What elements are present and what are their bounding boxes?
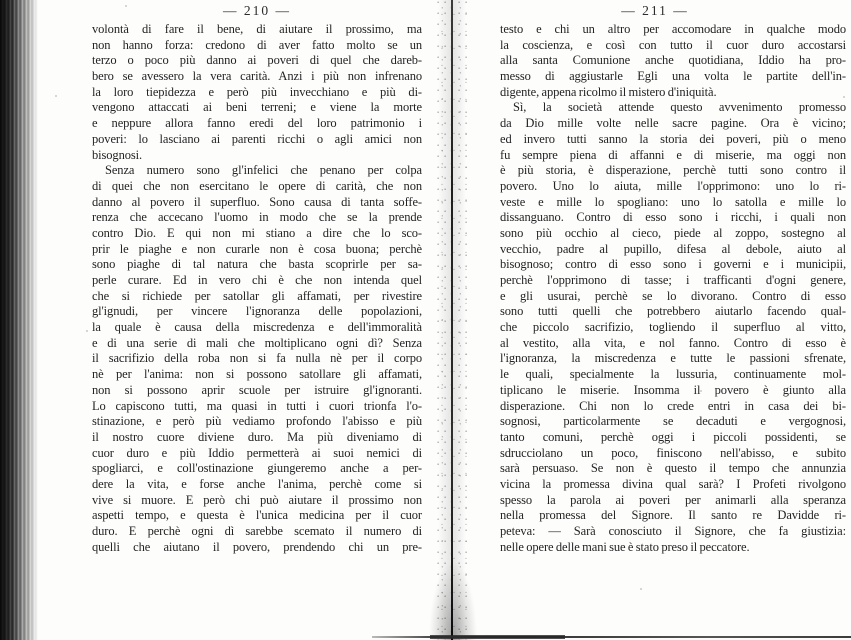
dust-speck (55, 95, 57, 97)
dust-speck (700, 390, 702, 392)
dust-speck (125, 5, 127, 7)
text-line: poveri: lo lasciano ai parenti ricchi o agli amici non (92, 131, 422, 146)
text-line: nella promessa del Signore. Il santo re Davidde ri- (500, 508, 846, 523)
text-line: e neppure allora fanno eredi del loro patrimonio i (92, 116, 422, 131)
text-line: spogliarci, e coll'ostinazione giungeremo anche a per- (92, 461, 422, 476)
text-line: bisognoso; contro di esso sono i governi e i municipii, (500, 257, 846, 272)
text-line: cuor duro e più Iddio permetterà ai suoi nemici di (92, 445, 422, 460)
text-line: digente, appena ricolmo il mistero d'iniquità. (500, 84, 717, 99)
text-line: vive si muore. E però chi può aiutare il prossimo non (92, 492, 422, 507)
text-line: alla santa Comunione anche quotidiana, Iddio ha pro- (500, 53, 846, 68)
text-line: e gli usurai, perchè se lo divorano. Contro di esso (500, 288, 846, 303)
page-gutter-smudge (428, 558, 478, 640)
text-line: bero se avessero la vera carità. Anzi i più non infrenano (92, 69, 422, 84)
dust-speck (86, 330, 88, 332)
text-line: quelli che aiutano il povero, prendendo chi un pre- (92, 539, 422, 554)
text-line: non hanno forza: credono di aver fatto molto se un (92, 37, 422, 52)
text-line: ed invero tutti sanno la storia dei poveri, più o meno (500, 131, 846, 146)
text-line: danno al povero il superfluo. Sono causa di tanta soffe- (92, 194, 422, 209)
scan-bottom-edge-dark (430, 635, 565, 639)
text-line: la coscienza, e così con tutto il cuor duro accostarsi (500, 37, 846, 52)
text-line: perle curare. Ed in vero chi è che non intenda quel (92, 273, 422, 287)
text-line: le quali, specialmente la lussuria, continuamente mol- (500, 367, 846, 382)
text-line: renza che accecano l'uomo in modo che se la prende (92, 210, 422, 225)
text-line: povero. Uno lo aiuta, mille l'opprimono: uno lo ri- (500, 178, 846, 193)
text-line: disperazione. Chi non lo crede entri in casa dei bi- (500, 398, 846, 413)
text-line: il sacrifizio della roba non si fa nulla nè per il corpo (92, 351, 422, 366)
page-text-right (500, 22, 846, 555)
text-line: che si richiede per satollar gli affamati, per rivestire (92, 288, 422, 303)
text-line: bisognosi. (92, 147, 143, 162)
text-line: sarà persuaso. Se non è questo il tempo che annunzia (500, 461, 846, 476)
text-line: contro Dio. E qui non mi stiano a dire che lo sco- (92, 225, 422, 240)
dust-speck (843, 96, 845, 98)
text-line: l'ignoranza, la miscredenza e tutte le passioni sfrenate, (500, 351, 846, 366)
text-line: non si possono aprir scuole per istruire gl'ignoranti. (92, 382, 422, 397)
page-number-header-left: — 210 — (223, 3, 291, 18)
page-text-left (92, 22, 422, 555)
text-line: veste e mille lo spogliano: uno lo satolla e mille lo (500, 194, 846, 209)
page-gutter-line (451, 0, 453, 640)
text-line: e di una serie di mali che moltiplicano ogni dì? Senza (92, 335, 422, 350)
text-line: testo e chi un altro per accomodare in qualche modo (500, 22, 846, 36)
page-number-header-right: — 211 — (621, 3, 689, 18)
text-line: al vestito, alla vita, e nol fanno. Contro di esso è (500, 335, 846, 350)
text-line: vecchio, padre al pupillo, difesa al debole, aiuto al (500, 241, 846, 256)
text-line: è più storia, è disperazione, perchè tutti sono contro il (500, 163, 846, 178)
text-line: peteva: — Sarà conosciuto il Signore, che fa giustizia: (500, 524, 846, 538)
text-line: la loro tiepidezza e però più invecchiano e più di- (92, 84, 422, 99)
text-line: fu sempre piena di affanni e di miserie, ma oggi non (500, 147, 846, 162)
text-line: tiplicano le miserie. Insomma il povero è giunto alla (500, 382, 846, 397)
text-line: messo di aggiustarle Egli una volta le partite dell'in- (500, 69, 846, 84)
text-line: prir le piaghe e non curarle non è cosa buona; perchè (92, 241, 422, 256)
dust-speck (299, 31, 301, 33)
text-line: sono tutti quelli che potrebbero aiutarlo facendo qual- (500, 304, 846, 319)
text-line: vicina la promessa divina qual sarà? I Profeti rivolgono (500, 476, 846, 491)
text-line: dissanguano. Contro di esso sono i ricchi, i quali non (500, 210, 846, 225)
text-line: Sì, la società attende questo avvenimento promesso (513, 100, 846, 115)
text-line: da Dio mille volte nelle sacre pagine. Ora è vicino; (500, 116, 846, 131)
text-line: stinazione, e però più vediamo profondo l'abisso e più (92, 414, 422, 429)
text-line: il nostro cuore diviene duro. Ma più diveniamo di (92, 429, 422, 444)
text-line: nelle opere delle mani sue è stato preso il peccatore. (500, 539, 750, 554)
text-line: dere la vita, e forse anche l'anima, perchè come si (92, 476, 422, 491)
text-line: perchè l'opprimono di tasse; i trafficanti d'ogni genere, (500, 273, 846, 287)
text-line: terzo o poco più danno ai poveri di quel che dareb- (92, 53, 422, 68)
text-line: la quale è causa della miscredenza e dell'immoralità (92, 320, 422, 335)
text-line: sono piaghe di tal natura che basta scoprirle per sa- (92, 257, 422, 272)
dust-speck (640, 588, 642, 590)
text-line: aspetti tempo, e questa è l'unica medicina per il cuor (92, 508, 422, 523)
text-line: sognosi, particolarmente se decaduti e vergognosi, (500, 414, 846, 429)
text-line: nè per l'anima: non si possono satollare gli affamati, (92, 367, 422, 382)
text-line: che piccolo sacrifizio, togliendo il superfluo al vitto, (500, 320, 846, 335)
text-line: tanto comuni, perchè oggi i piccoli possidenti, se (500, 429, 846, 444)
text-line: vengono attaccati ai beni terreni; e viene la morte (92, 100, 422, 115)
text-line: di quei che non esercitano le opere di carità, che non (92, 178, 422, 193)
text-line: Lo capiscono tutti, ma quasi in tutti i cuori trionfa l'o- (92, 398, 422, 413)
book-spine (0, 0, 38, 640)
page-211 (500, 3, 846, 555)
text-line: sono più occhio al cieco, piede al zoppo, sostegno al (500, 225, 846, 240)
text-line: Senza numero sono gl'infelici che penano per colpa (105, 163, 422, 178)
text-line: spesso la parola ai poveri per animarli alla speranza (500, 492, 846, 507)
page-210 (92, 3, 422, 555)
text-line: duro. E perchè ogni dì sarebbe scemato il numero di (92, 524, 422, 538)
text-line: volontà di fare il bene, di aiutare il prossimo, ma (92, 22, 422, 36)
text-line: gl'ignudi, per vincere l'ignoranza delle popolazioni, (92, 304, 422, 319)
text-line: sdrucciolano un poco, finiscono nell'abisso, e subito (500, 445, 846, 460)
